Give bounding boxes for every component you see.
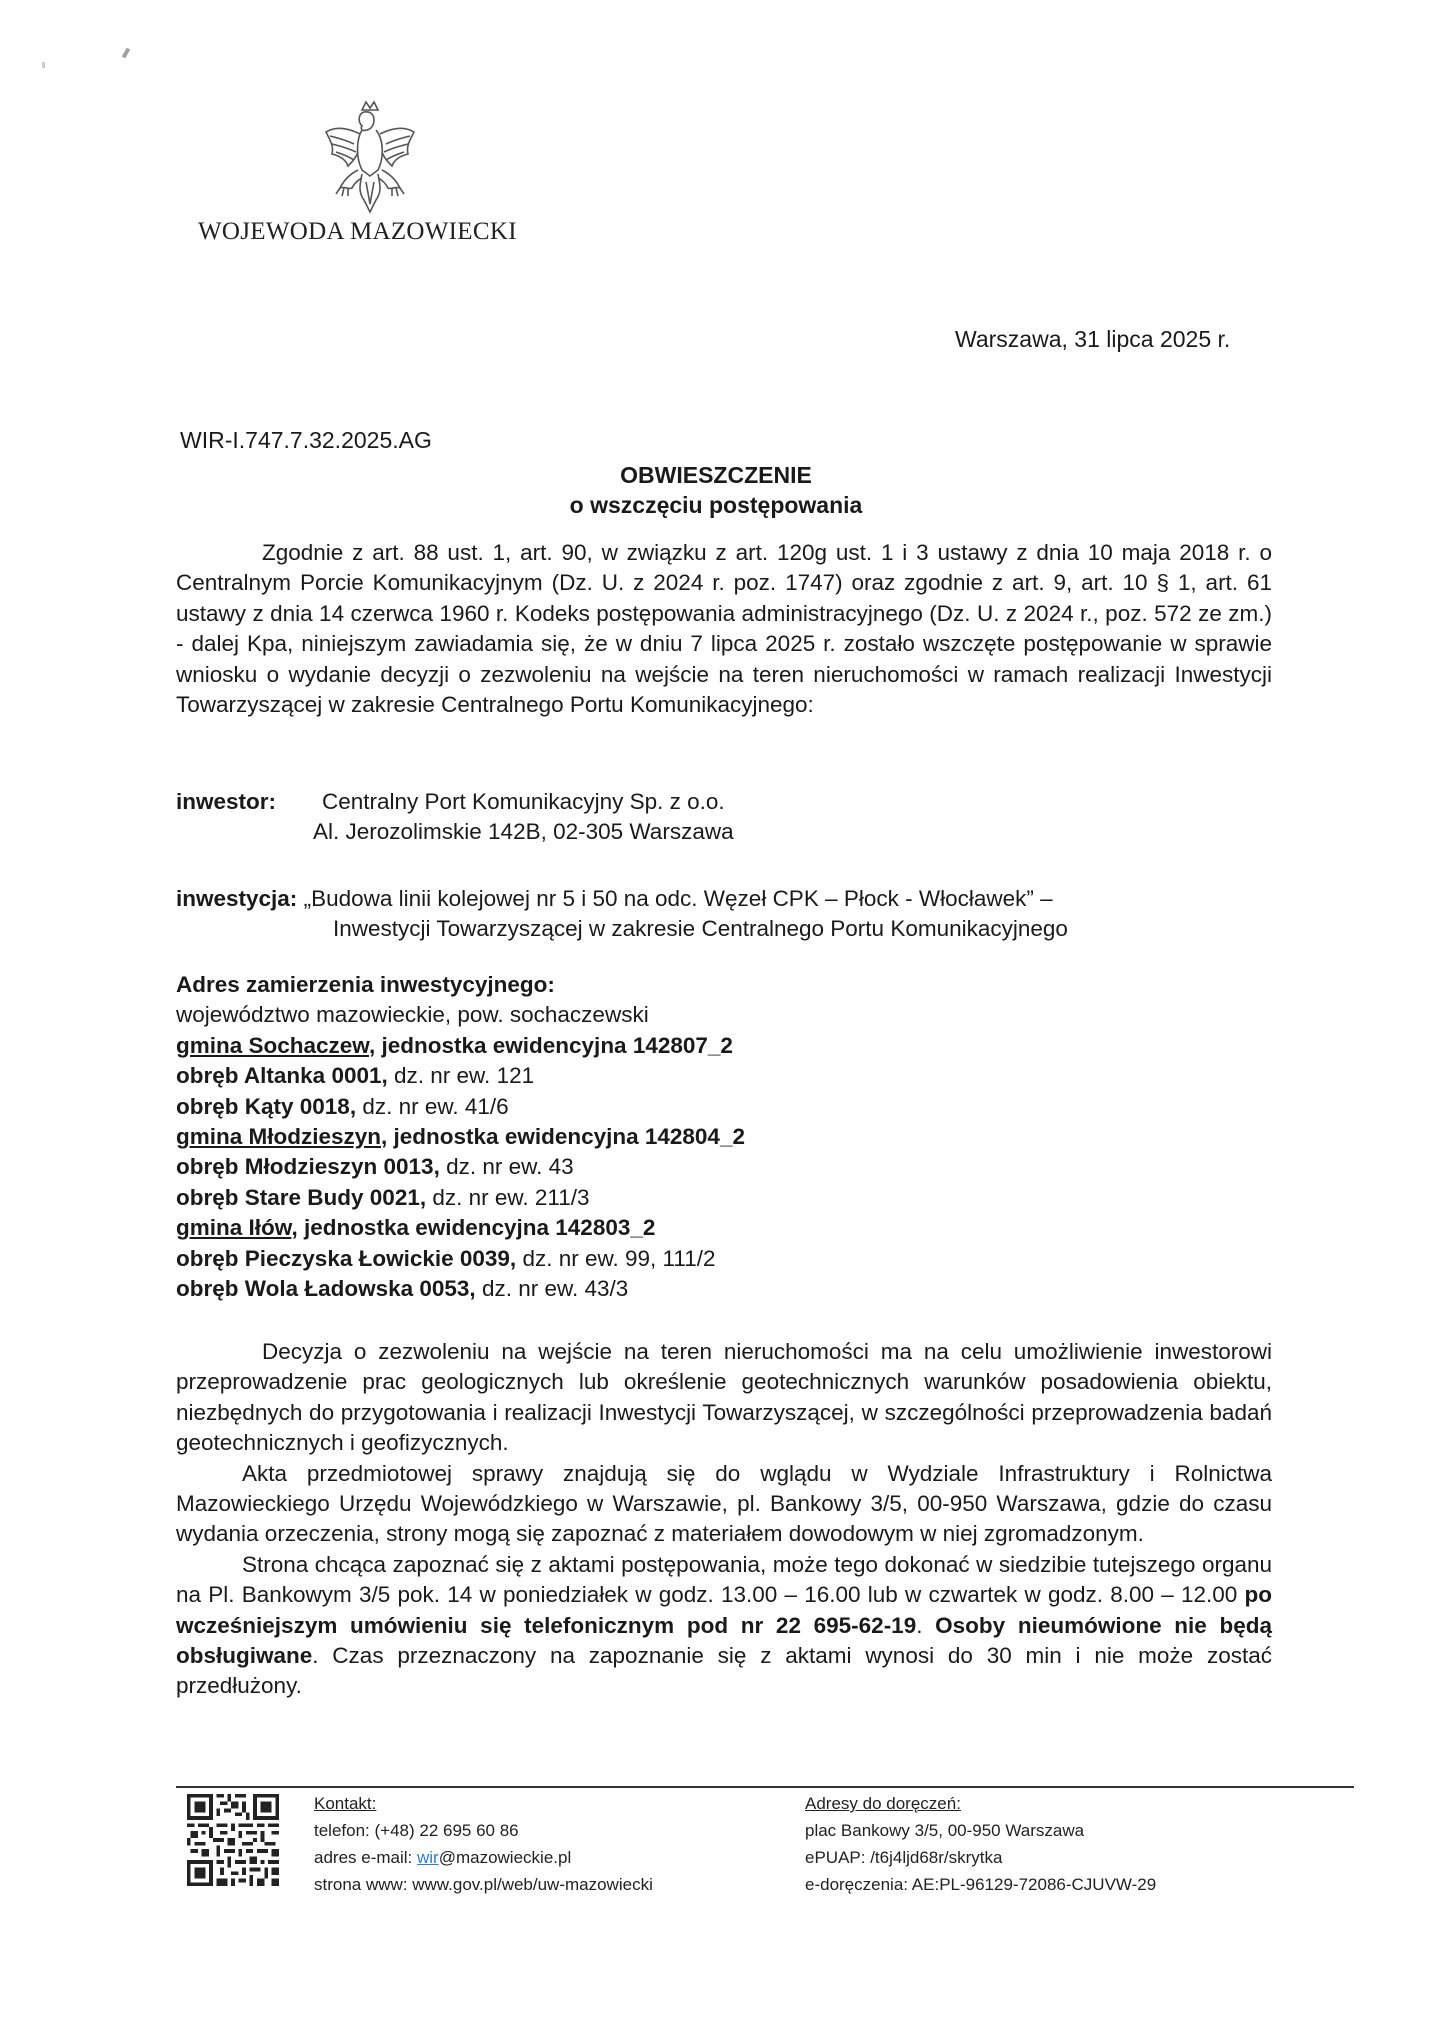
address-region: województwo mazowieckie, pow. sochaczewski xyxy=(176,1002,649,1028)
contact-block xyxy=(314,1790,653,1898)
parcel-numbers: dz. nr ew. 43/3 xyxy=(475,1276,629,1302)
email-label: adres e-mail: xyxy=(314,1848,417,1867)
investor-address: Al. Jerozolimskie 142B, 02-305 Warszawa xyxy=(313,819,734,845)
parcel-line xyxy=(176,1061,745,1091)
files-paragraph: Akta przedmiotowej sprawy znajdują się do wglądu w Wydziale Infrastruktury i Rolnictwa Mazowieckiego Urzędu Wojewódzkiego w Warszawie, pl. Bankowy 3/5, 00-950 Warszawa, gdzie do czasu wydania orzeczenia, strony mogą się zapoznać z materiałem dowodowym w niej zgromadzonym. xyxy=(176,1460,1272,1547)
parcel-line xyxy=(176,1274,745,1304)
parcel-precinct: obręb Pieczyska Łowickie 0039, xyxy=(176,1245,517,1271)
delivery-addresses-block xyxy=(805,1790,1156,1898)
parcel-precinct: obręb Wola Ładowska 0053, xyxy=(176,1276,476,1302)
commune-line xyxy=(176,1213,745,1243)
document-title xyxy=(0,460,1432,520)
delivery-epuap: ePUAP: /t6j4ljd68r/skrytka xyxy=(805,1848,1003,1867)
delivery-postal-address: plac Bankowy 3/5, 00-950 Warszawa xyxy=(805,1821,1085,1840)
access-text: Strona chcąca zapoznać się z aktami postępowania, może tego dokonać w siedzibie tutejszego organu na Pl. Bankowym 3/5 pok. 14 w poniedziałek w godz. 13.00 – 16.00 lub w czwartek w godz. 8.00 – 12.00 xyxy=(176,1551,1272,1608)
commune-name: gmina Sochaczew xyxy=(176,1032,369,1058)
email-domain: @mazowieckie.pl xyxy=(438,1848,572,1867)
parcel-precinct: obręb Kąty 0018, xyxy=(176,1093,357,1119)
parcel-line xyxy=(176,1183,745,1213)
commune-unit: , jednostka ewidencyjna 142803_2 xyxy=(291,1215,656,1241)
access-text: . Czas przeznaczony na zapoznanie się z aktami wynosi do 30 min i nie może zostać przedłużony. xyxy=(176,1643,1272,1699)
parcel-precinct: obręb Stare Budy 0021, xyxy=(176,1184,427,1210)
parcel-numbers: dz. nr ew. 43 xyxy=(439,1154,574,1180)
access-text: . xyxy=(916,1612,936,1638)
investor-block xyxy=(176,787,734,848)
commune-name: gmina Młodzieszyn xyxy=(176,1124,382,1150)
parcel-numbers: dz. nr ew. 99, 111/2 xyxy=(516,1245,716,1271)
scan-artifact xyxy=(42,62,45,68)
place-and-date: Warszawa, 31 lipca 2025 r. xyxy=(955,326,1231,352)
delivery-e-doreczenia: e-doręczenia: AE:PL-96129-72086-CJUVW-29 xyxy=(805,1875,1157,1894)
parcel-precinct: obręb Altanka 0001, xyxy=(176,1063,388,1089)
title-subtitle: o wszczęciu postępowania xyxy=(569,492,863,518)
commune-line xyxy=(176,1031,745,1061)
investment-name-line2: Inwestycji Towarzyszącej w zakresie Centralnego Portu Komunikacyjnego xyxy=(333,916,1068,942)
parcel-precinct: obręb Młodzieszyn 0013, xyxy=(176,1154,440,1180)
parcel-numbers: dz. nr ew. 121 xyxy=(387,1063,535,1089)
investor-label: inwestor: xyxy=(176,789,277,814)
case-reference-number: WIR-I.747.7.32.2025.AG xyxy=(180,427,432,453)
commune-unit: , jednostka ewidencyjna 142807_2 xyxy=(368,1032,733,1058)
scan-artifact xyxy=(122,48,130,59)
address-heading: Adres zamierzenia inwestycyjnego: xyxy=(176,972,555,997)
parcel-line xyxy=(176,1092,745,1122)
appointment-notice: po wcześniejszym umówieniu się telefonicznym pod nr 22 695-62-19 xyxy=(176,1582,1272,1638)
no-appointment-warning: Osoby nieumówione nie będą obsługiwane xyxy=(176,1612,1272,1669)
commune-line xyxy=(176,1122,745,1152)
contact-phone: telefon: (+48) 22 695 60 86 xyxy=(314,1821,519,1840)
investor-name: Centralny Port Komunikacyjny Sp. z o.o. xyxy=(322,789,725,814)
polish-eagle-emblem-icon xyxy=(318,100,422,218)
email-link[interactable]: wir xyxy=(416,1848,439,1867)
contact-heading: Kontakt: xyxy=(314,1794,377,1813)
intro-paragraph: Zgodnie z art. 88 ust. 1, art. 90, w związku z art. 120g ust. 1 i 3 ustawy z dnia 10 maja 2018 r. o Centralnym Porcie Komunikacyjnym (Dz. U. z 2024 r. poz. 1747) oraz zgodnie z art. 9, art. 10 § 1, art. 61 ustawy z dnia 14 czerwca 1960 r. Kodeks postępowania administracyjnego (Dz. U. z 2024 r., poz. 572 ze zm.) - dalej Kpa, niniejszym zawiadamia się, że w dniu 7 lipca 2025 r. zostało wszczęte postępowanie w sprawie wniosku o wydanie decyzji o zezwoleniu na wejście na teren nieruchomości w ramach realizacji Inwestycji Towarzyszącej w zakresie Centralnego Portu Komunikacyjnego: xyxy=(176,540,1272,718)
access-paragraph xyxy=(176,1550,1272,1702)
title-main: OBWIESZCZENIE xyxy=(620,462,812,488)
parcel-numbers: dz. nr ew. 211/3 xyxy=(426,1184,590,1210)
issuing-authority: WOJEWODA MAZOWIECKI xyxy=(198,218,517,245)
contact-website: strona www: www.gov.pl/web/uw-mazowiecki xyxy=(314,1875,653,1894)
parcel-line xyxy=(176,1152,745,1182)
contact-email xyxy=(314,1844,653,1871)
footer-divider xyxy=(176,1786,1354,1788)
closing-paragraphs xyxy=(176,1337,1272,1702)
investment-name-line1: „Budowa linii kolejowej nr 5 i 50 na odc. Węzeł CPK – Płock - Włocławek” – xyxy=(303,886,1053,911)
qr-code-icon[interactable] xyxy=(187,1794,279,1886)
parcel-numbers: dz. nr ew. 41/6 xyxy=(356,1093,509,1119)
investment-block xyxy=(176,884,1276,945)
investment-label: inwestycja: xyxy=(176,886,298,911)
parcel-line xyxy=(176,1244,745,1274)
investment-address-block xyxy=(176,970,745,1304)
decision-paragraph: Decyzja o zezwoleniu na wejście na teren nieruchomości ma na celu umożliwienie inwestorowi przeprowadzenie prac geologicznych lub określenie geotechnicznych warunków posadowienia obiektu, niezbędnych do przygotowania i realizacji Inwestycji Towarzyszącej, w szczególności przeprowadzenia badań geotechnicznych i geofizycznych. xyxy=(176,1339,1272,1456)
commune-unit: , jednostka ewidencyjna 142804_2 xyxy=(381,1124,745,1150)
delivery-heading: Adresy do doręczeń: xyxy=(805,1794,961,1813)
commune-name: gmina Iłów xyxy=(176,1215,292,1241)
